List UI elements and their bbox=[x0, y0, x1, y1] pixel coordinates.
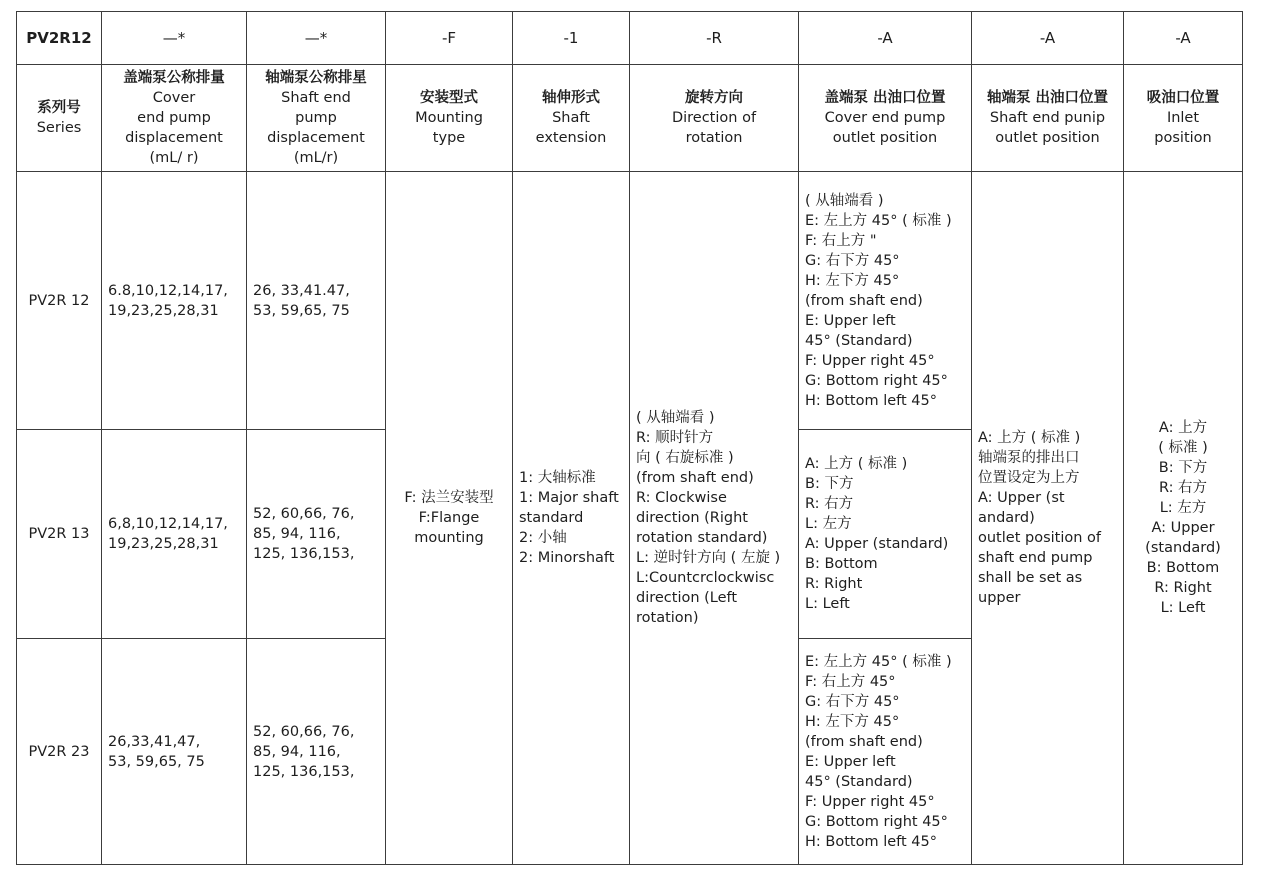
header-cover-displacement bbox=[102, 65, 247, 172]
code-cover-displacement: —* bbox=[102, 12, 247, 65]
row-cover-outlet: A: 上方 ( 标准 ) B: 下方 R: 右方 L: 左方 A: Upper (standard) B: Bottom R: Right L: Left bbox=[799, 430, 972, 639]
shaft-outlet-cell: A: 上方 ( 标准 ) 轴端泵的排出口 位置设定为上方 A: Upper (st andard) outlet position of shaft end pump shall be set as upper bbox=[972, 172, 1124, 865]
code-rotation: -R bbox=[630, 12, 799, 65]
header-series-zh: 系列号 bbox=[37, 100, 81, 116]
header-shaft-displacement-zh: 轴端泵公称排星 bbox=[265, 70, 367, 86]
header-series-en: Series bbox=[36, 120, 82, 136]
row-series: PV2R 23 bbox=[17, 639, 102, 865]
header-rotation bbox=[630, 65, 799, 172]
header-shaft-outlet-zh: 轴端泵 出油口位置 bbox=[986, 90, 1109, 106]
header-mounting-zh: 安装型式 bbox=[420, 90, 478, 106]
header-shaft-outlet bbox=[972, 65, 1124, 172]
header-cover-outlet bbox=[799, 65, 972, 172]
code-shaft-extension: -1 bbox=[513, 12, 630, 65]
header-inlet bbox=[1124, 65, 1243, 172]
header-cover-outlet-zh: 盖端泵 出油口位置 bbox=[824, 90, 946, 106]
inlet-cell: A: 上方 ( 标准 ) B: 下方 R: 右方 L: 左方 A: Upper (standard) B: Bottom R: Right L: Left bbox=[1124, 172, 1243, 865]
header-shaft-displacement-en: Shaft end pump displacement (mL/r) bbox=[267, 90, 365, 166]
header-inlet-en: Inlet position bbox=[1154, 110, 1212, 146]
row-series: PV2R 12 bbox=[17, 172, 102, 430]
header-cover-displacement-en: Cover end pump displacement (mL/ r) bbox=[125, 90, 223, 166]
table-row bbox=[17, 172, 1243, 430]
row-cover-displacement: 6,8,10,12,14,17, 19,23,25,28,31 bbox=[102, 430, 247, 639]
code-mounting: -F bbox=[386, 12, 513, 65]
row-shaft-displacement: 52, 60,66, 76, 85, 94, 116, 125, 136,153, bbox=[247, 639, 386, 865]
code-shaft-outlet: -A bbox=[972, 12, 1124, 65]
row-shaft-displacement: 26, 33,41.47, 53, 59,65, 75 bbox=[247, 172, 386, 430]
header-inlet-zh: 吸油口位置 bbox=[1146, 90, 1220, 106]
header-shaft-extension bbox=[513, 65, 630, 172]
mounting-cell: F: 法兰安装型 F:Flange mounting bbox=[386, 172, 513, 865]
header-cover-displacement-zh: 盖端泵公称排量 bbox=[123, 70, 225, 86]
header-shaft-displacement bbox=[247, 65, 386, 172]
header-mounting-en: Mounting type bbox=[415, 110, 483, 146]
row-cover-displacement: 26,33,41,47, 53, 59,65, 75 bbox=[102, 639, 247, 865]
row-cover-outlet: ( 从轴端看 ) E: 左上方 45° ( 标准 ) F: 右上方 " G: 右下方 45° H: 左下方 45° (from shaft end) E: Upper left 45° (Standard) F: Upper right 45° G: Bottom right 45° H: Bottom left 45° bbox=[799, 172, 972, 430]
header-series bbox=[17, 65, 102, 172]
shaft-extension-cell: 1: 大轴标准 1: Major shaft standard 2: 小轴 2: Minorshaft bbox=[513, 172, 630, 865]
code-cover-outlet: -A bbox=[799, 12, 972, 65]
header-row bbox=[17, 65, 1243, 172]
model-code-row bbox=[17, 12, 1243, 65]
code-series: PV2R12 bbox=[17, 12, 102, 65]
row-shaft-displacement: 52, 60,66, 76, 85, 94, 116, 125, 136,153, bbox=[247, 430, 386, 639]
code-inlet: -A bbox=[1124, 12, 1243, 65]
row-cover-outlet: E: 左上方 45° ( 标准 ) F: 右上方 45° G: 右下方 45° H: 左下方 45° (from shaft end) E: Upper left 45° (Standard) F: Upper right 45° G: Bottom right 45° H: Bottom left 45° bbox=[799, 639, 972, 865]
row-series: PV2R 13 bbox=[17, 430, 102, 639]
header-cover-outlet-en: Cover end pump outlet position bbox=[824, 110, 946, 146]
header-rotation-en: Direction of rotation bbox=[671, 110, 757, 146]
pump-code-table bbox=[16, 11, 1243, 865]
header-mounting bbox=[386, 65, 513, 172]
code-shaft-displacement: —* bbox=[247, 12, 386, 65]
header-shaft-extension-zh: 轴伸形式 bbox=[542, 90, 600, 106]
rotation-cell: ( 从轴端看 ) R: 顺时针方 向 ( 右旋标准 ) (from shaft end) R: Clockwise direction (Right rotation standard) L: 逆时针方向 ( 左旋 ) L:Countcrclockwisc direction (Left rotation) bbox=[630, 172, 799, 865]
row-cover-displacement: 6.8,10,12,14,17, 19,23,25,28,31 bbox=[102, 172, 247, 430]
header-shaft-extension-en: Shaft extension bbox=[535, 110, 607, 146]
header-rotation-zh: 旋转方向 bbox=[685, 90, 743, 106]
header-shaft-outlet-en: Shaft end punip outlet position bbox=[989, 110, 1106, 146]
